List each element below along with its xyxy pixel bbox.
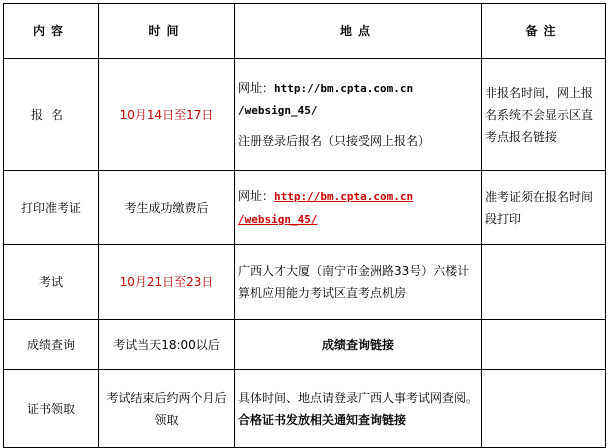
- exam-time: 10月21日至23日: [99, 245, 235, 320]
- print-ticket-url-link-part2[interactable]: /websign_45/: [238, 212, 318, 226]
- certificate-location: [235, 370, 482, 448]
- table-row-exam: [4, 245, 606, 320]
- exam-item: 考试: [4, 245, 99, 320]
- score-query-item: 成绩查询: [4, 320, 99, 370]
- registration-item: [4, 59, 99, 171]
- registration-time: 10月14日至17日: [99, 59, 235, 171]
- certificate-remark: [482, 370, 606, 448]
- exam-location: 广西人才大厦（南宁市金洲路33号）六楼计算机应用能力考试区直考点机房: [235, 245, 482, 320]
- score-query-link[interactable]: 成绩查询链接: [321, 337, 394, 352]
- header-remarks: 备注: [482, 4, 606, 59]
- score-query-remark: [482, 320, 606, 370]
- certificate-location-line1: 具体时间、地点请登录广西人事考试网查阅。: [238, 390, 479, 405]
- registration-url-part1: http://bm.cpta.com.cn: [274, 82, 414, 95]
- header-time: 时间: [99, 4, 235, 59]
- registration-label: 报名: [30, 107, 71, 122]
- print-ticket-url-link-part1[interactable]: http://bm.cpta.com.cn: [274, 189, 414, 203]
- exam-remark: [482, 245, 606, 320]
- table-row-certificate: [4, 370, 606, 448]
- print-ticket-url-line1: [238, 185, 478, 208]
- registration-remark: 非报名时间，网上报名系统不会显示区直考点报名链接: [482, 59, 606, 171]
- registration-location-note: 注册登录后报名（只接受网上报名）: [238, 134, 431, 148]
- certificate-notice-link[interactable]: 合格证书发放相关通知查询链接: [238, 412, 407, 427]
- header-content: 内容: [4, 4, 99, 59]
- table-header-row: [4, 4, 606, 59]
- print-ticket-url-prefix: 网址：: [238, 188, 275, 203]
- score-query-time: 考试当天18:00以后: [99, 320, 235, 370]
- certificate-time: 考试结束后约两个月后领取: [99, 370, 235, 448]
- table-row-registration: [4, 59, 606, 171]
- exam-schedule-table: [3, 3, 606, 448]
- print-ticket-location: [235, 171, 482, 245]
- table-row-print-ticket: [4, 171, 606, 245]
- print-ticket-item: 打印准考证: [4, 171, 99, 245]
- registration-location: [235, 59, 482, 171]
- score-query-location: [235, 320, 482, 370]
- header-location: 地点: [235, 4, 482, 59]
- print-ticket-time: 考生成功缴费后: [99, 171, 235, 245]
- table-row-score-query: [4, 320, 606, 370]
- print-ticket-remark: 准考证须在报名时间段打印: [482, 171, 606, 245]
- certificate-item: 证书领取: [4, 370, 99, 448]
- registration-url-prefix: 网址：: [238, 81, 275, 95]
- registration-url-line1: [238, 77, 478, 100]
- registration-url-part2: /websign_45/: [238, 104, 318, 117]
